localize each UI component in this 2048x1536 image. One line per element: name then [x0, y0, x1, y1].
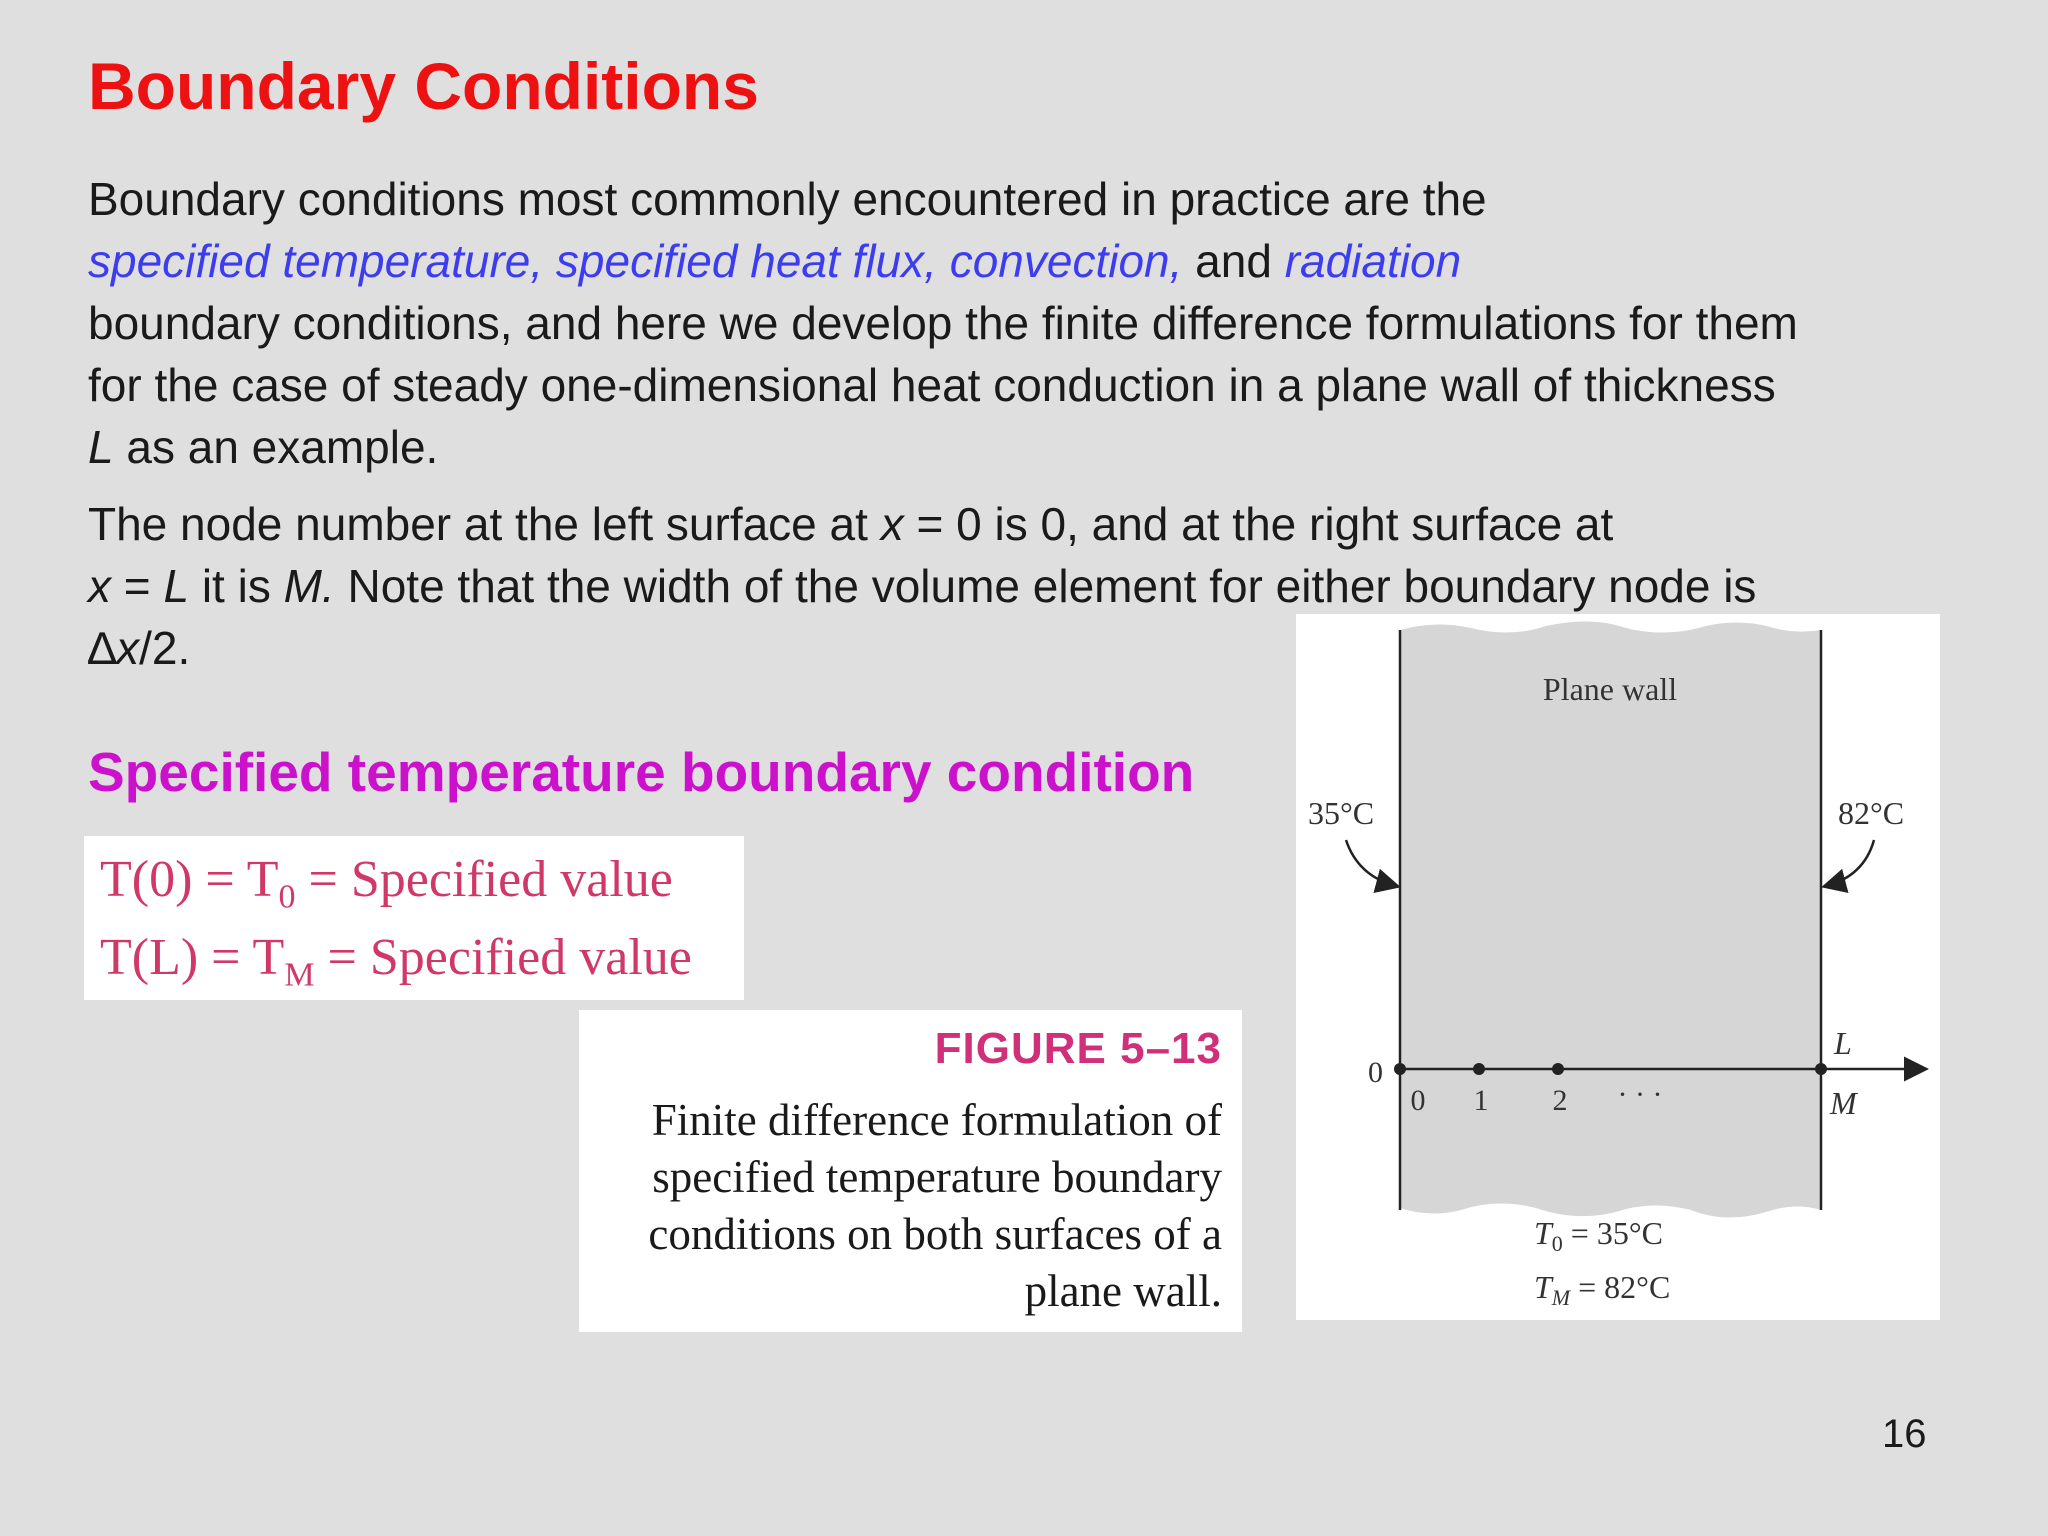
x-symbol-3: x [116, 622, 140, 674]
slide-title: Boundary Conditions [88, 49, 759, 123]
plane-wall-svg [1296, 614, 1940, 1320]
T0-symbol: T [1534, 1215, 1552, 1251]
intro-end-text: as an example. [126, 421, 439, 473]
eq1-lhs: T(0) = T [100, 851, 279, 908]
origin-label: 0 [1368, 1056, 1383, 1089]
intro-text: Boundary conditions most commonly encountered in practice are the [88, 173, 1487, 225]
node-label-1: 1 [1473, 1084, 1489, 1117]
right-temperature: 82°C [1838, 795, 1905, 831]
eq2-rhs: = Specified value [314, 929, 692, 986]
node-M [1815, 1063, 1827, 1075]
eq2-subscript: M [284, 956, 315, 994]
right-temperature-arrow [1826, 840, 1874, 886]
node-2 [1552, 1063, 1564, 1075]
figure-caption-text: Finite difference formulation of specified temperature boundary conditions on both surfaces of a plane wall. [648, 1095, 1222, 1316]
L-symbol: L [163, 560, 190, 612]
node-text-b: = 0 is 0, and at the right surface at [916, 498, 1614, 550]
figure-caption-box [579, 1010, 1242, 1332]
and-text: and [1195, 235, 1272, 287]
plane-wall-diagram [1296, 614, 1940, 1320]
node-text-f: /2. [139, 622, 191, 674]
figure-label: FIGURE 5–13 [934, 1024, 1222, 1073]
eq2-lhs: T(L) = T [100, 929, 285, 986]
node-label-0: 0 [1410, 1084, 1426, 1117]
intro-rest-text: boundary conditions, and here we develop the finite difference formulations for them for the case of steady one-dimensional heat conduction in a plane wall of thickness [88, 297, 1798, 411]
equals-text: = [123, 560, 151, 612]
node-text-e: Note that the width of the volume element for either boundary node is [347, 560, 1757, 612]
wall-label: Plane wall [1542, 671, 1678, 707]
T0-subscript: 0 [1551, 1231, 1563, 1256]
delta-symbol: ∆ [88, 622, 117, 674]
node-text-a: The node number at the left surface at [88, 498, 868, 550]
eq1-subscript: 0 [278, 878, 296, 916]
node-1 [1473, 1063, 1485, 1075]
M-symbol: M. [283, 560, 335, 612]
intro-paragraph [88, 168, 1808, 478]
node-0 [1394, 1063, 1406, 1075]
eq1-rhs: = Specified value [295, 851, 673, 908]
equation-left-boundary [100, 850, 673, 916]
thickness-symbol: L [88, 421, 114, 473]
length-label: L [1834, 1025, 1852, 1061]
last-node-label: M [1830, 1085, 1857, 1121]
node-label-ellipsis: · · · [1617, 1078, 1663, 1111]
x-symbol-2: x [88, 560, 111, 612]
equation-box [84, 836, 744, 1000]
left-temperature: 35°C [1308, 795, 1375, 831]
T0-equation [1534, 1215, 1663, 1256]
left-temperature-arrow [1346, 840, 1396, 886]
section-subheading: Specified temperature boundary condition [88, 741, 1195, 803]
bc-types-text: specified temperature, specified heat flux, convection, [88, 235, 1183, 287]
page-number: 16 [1882, 1412, 1927, 1456]
TM-value: = 82°C [1570, 1269, 1671, 1305]
TM-subscript: M [1551, 1285, 1571, 1310]
TM-equation [1534, 1269, 1670, 1310]
TM-symbol: T [1534, 1269, 1552, 1305]
x-symbol: x [880, 498, 904, 550]
node-label-2: 2 [1552, 1084, 1568, 1117]
wall-body [1400, 621, 1821, 1217]
node-text-d: it is [201, 560, 271, 612]
T0-value: = 35°C [1562, 1215, 1663, 1251]
equation-right-boundary [100, 928, 692, 994]
radiation-text: radiation [1284, 235, 1462, 287]
